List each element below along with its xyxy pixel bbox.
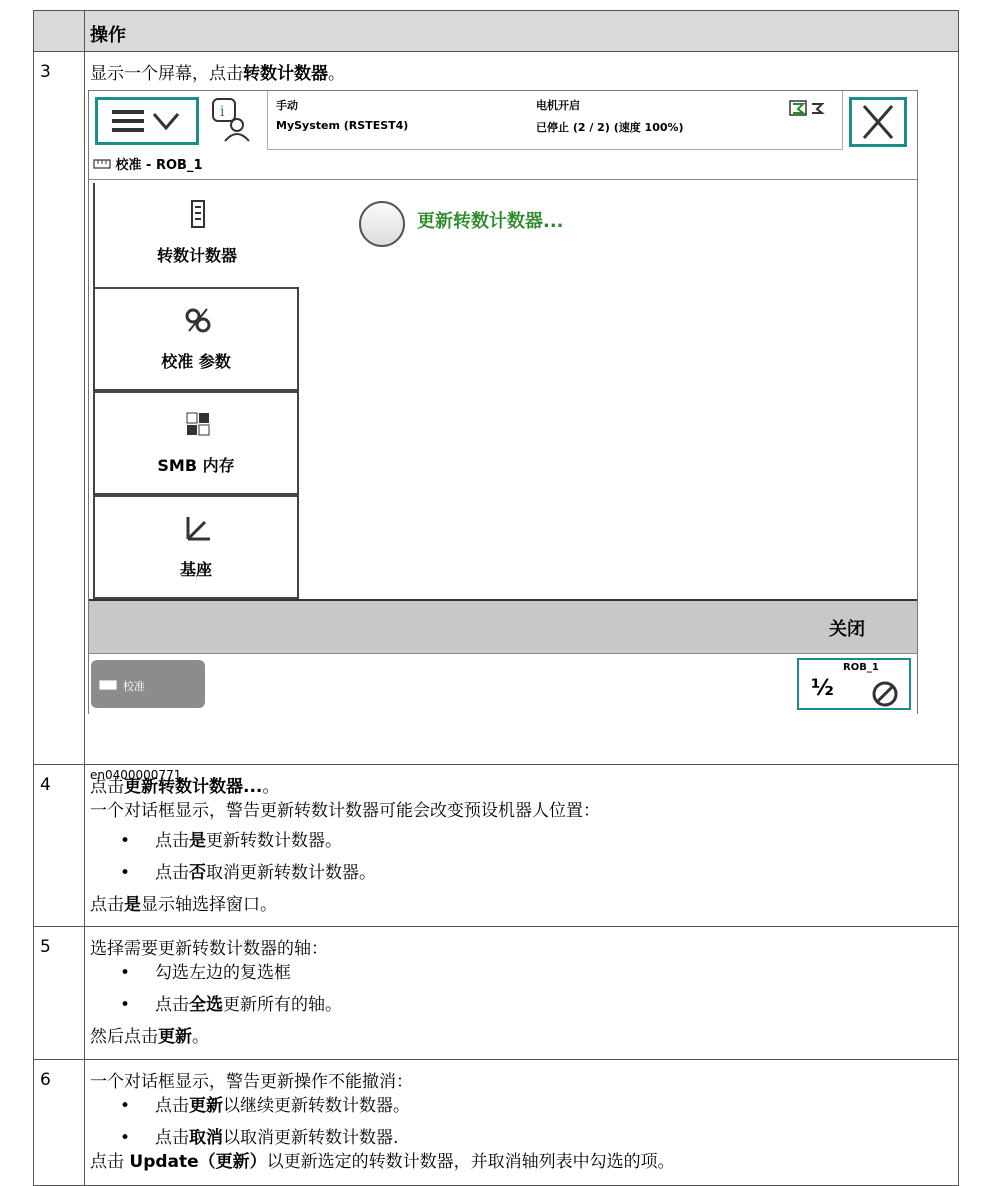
- rev-counter-icon: [183, 199, 213, 229]
- step-number: 4: [40, 775, 51, 795]
- sidebar-item-smb-memory[interactable]: SMB 内存: [93, 391, 299, 495]
- command-bar: [89, 599, 917, 655]
- table-header: [33, 10, 959, 52]
- increment-indicator: ½: [811, 676, 834, 701]
- step-text: 显示一个屏幕，点击转数计数器。: [90, 64, 345, 84]
- window-subtitle: 校准 - ROB_1: [93, 154, 203, 173]
- step-text: 点击更新转数计数器...。 一个对话框显示，警告更新转数计数器可能会改变预设机器人位置： • 点击是更新转数计数器。 • 点击否取消更新转数计数器。 点击是显示轴选择窗口。: [90, 775, 950, 917]
- event-log-icon[interactable]: [209, 97, 253, 143]
- update-rev-counters-label[interactable]: 更新转数计数器...: [417, 211, 564, 232]
- table-row: [33, 1060, 959, 1186]
- step-number: 6: [40, 1070, 51, 1090]
- rob-label: ROB_1: [843, 662, 879, 673]
- close-window-button[interactable]: [849, 97, 907, 147]
- robot-status-icon: [788, 99, 834, 120]
- header-title: 操作: [90, 25, 126, 46]
- status-panel: [267, 91, 843, 150]
- sidebar-item-base[interactable]: 基座: [93, 495, 299, 599]
- ruler-icon: [99, 680, 117, 690]
- status-motor: 电机开启: [536, 99, 580, 112]
- speed-icon: [869, 678, 903, 708]
- menu-icon: [98, 100, 196, 142]
- taskbar: [89, 653, 917, 714]
- step-text: 选择需要更新转数计数器的轴： • 勾选左边的复选框 • 点击全选更新所有的轴。 然后点击更新。: [90, 937, 950, 1049]
- status-state: 已停止 (2 / 2) (速度 100%): [536, 121, 684, 134]
- quickset-button[interactable]: [797, 658, 911, 710]
- sidebar-item-calib-params[interactable]: 校准 参数: [93, 287, 299, 391]
- flexpendant-screenshot: [88, 90, 918, 714]
- table-row: [33, 765, 959, 927]
- step-number: 3: [40, 62, 51, 82]
- gears-icon: [183, 305, 213, 335]
- taskbar-tab-calibration[interactable]: 校准: [91, 660, 205, 708]
- step-number: 5: [40, 937, 51, 957]
- svg-text:i: i: [220, 104, 225, 120]
- close-button[interactable]: 关闭: [829, 619, 865, 640]
- step-text: 一个对话框显示，警告更新操作不能撤消： • 点击更新以继续更新转数计数器。 • 点击取消以取消更新转数计数器. 点击 Update（更新）以更新选定的转数计数器，并取消轴列表中勾选的项。: [90, 1070, 950, 1174]
- main-menu-button[interactable]: [95, 97, 199, 145]
- update-radio-button[interactable]: [359, 201, 405, 247]
- ruler-icon: [93, 159, 111, 169]
- status-system: MySystem (RSTEST4): [276, 119, 409, 132]
- status-mode: 手动: [276, 99, 298, 112]
- table-row: [33, 52, 959, 782]
- figure-caption: en0400000771: [90, 768, 182, 782]
- top-bar: [89, 91, 917, 181]
- base-frame-icon: [183, 513, 213, 543]
- binary-icon: [183, 409, 213, 439]
- table-row: [33, 927, 959, 1060]
- close-icon: [852, 100, 904, 144]
- sidebar-item-rev-counters[interactable]: 转数计数器: [93, 183, 299, 287]
